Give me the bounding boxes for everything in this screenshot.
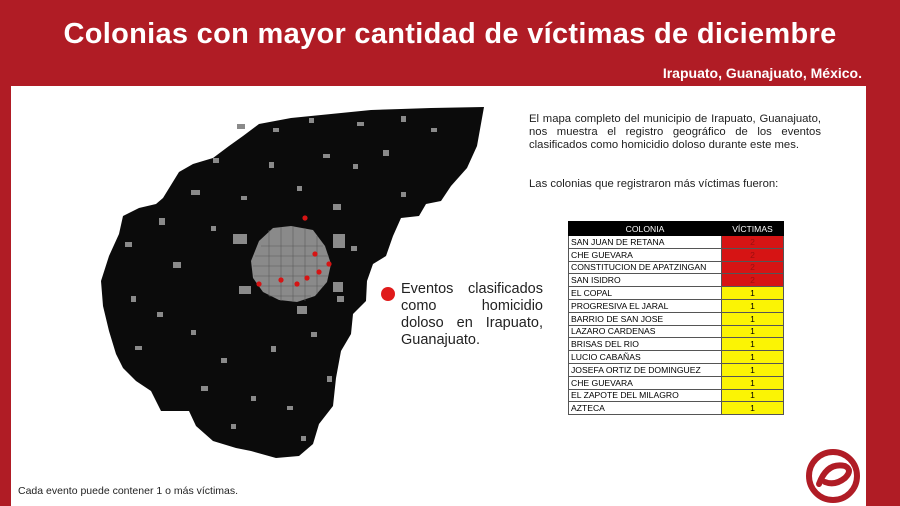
table-row bbox=[569, 274, 784, 287]
victimas-cell: 1 bbox=[722, 402, 784, 415]
table-row bbox=[569, 287, 784, 300]
victimas-cell: 2 bbox=[722, 274, 784, 287]
colonia-cell: AZTECA bbox=[569, 402, 722, 415]
colonia-cell: EL COPAL bbox=[569, 287, 722, 300]
table-row bbox=[569, 299, 784, 312]
victimas-cell: 2 bbox=[722, 248, 784, 261]
table-row bbox=[569, 363, 784, 376]
victimas-cell: 2 bbox=[722, 236, 784, 249]
victimas-cell: 2 bbox=[722, 261, 784, 274]
content-panel bbox=[11, 86, 866, 506]
victimas-cell: 1 bbox=[722, 376, 784, 389]
event-marker bbox=[312, 251, 317, 256]
table-row bbox=[569, 325, 784, 338]
colonia-cell: JOSEFA ORTIZ DE DOMINGUEZ bbox=[569, 363, 722, 376]
table-row bbox=[569, 261, 784, 274]
legend-label: Eventos clasificados como homicidio doloso en Irapuato, Guanajuato. bbox=[401, 281, 543, 348]
table-row bbox=[569, 402, 784, 415]
table-row bbox=[569, 338, 784, 351]
event-marker bbox=[304, 275, 309, 280]
event-marker bbox=[326, 261, 331, 266]
victimas-cell: 1 bbox=[722, 325, 784, 338]
colonia-cell: SAN ISIDRO bbox=[569, 274, 722, 287]
event-marker bbox=[256, 281, 261, 286]
victims-table bbox=[568, 221, 784, 415]
brand-logo-icon bbox=[805, 448, 861, 504]
victimas-cell: 1 bbox=[722, 351, 784, 364]
colonia-cell: LUCIO CABAÑAS bbox=[569, 351, 722, 364]
victimas-cell: 1 bbox=[722, 299, 784, 312]
column-header-victimas: VÍCTIMAS bbox=[722, 222, 784, 236]
table-row bbox=[569, 389, 784, 402]
colonia-cell: SAN JUAN DE RETANA bbox=[569, 236, 722, 249]
table-row bbox=[569, 248, 784, 261]
victimas-cell: 1 bbox=[722, 287, 784, 300]
colonia-cell: BRISAS DEL RIO bbox=[569, 338, 722, 351]
event-dot-icon bbox=[381, 287, 395, 301]
column-header-colonia: COLONIA bbox=[569, 222, 722, 236]
page-title: Colonias con mayor cantidad de víctimas de diciembre bbox=[63, 18, 837, 50]
colonia-cell: EL ZAPOTE DEL MILAGRO bbox=[569, 389, 722, 402]
colonia-cell: PROGRESIVA EL JARAL bbox=[569, 299, 722, 312]
map-description: El mapa completo del municipio de Irapuato, Guanajuato, nos muestra el registro geográfico de los eventos clasificados como homicidio doloso durante este mes. bbox=[529, 113, 821, 151]
table-row bbox=[569, 312, 784, 325]
colonia-cell: LAZARO CARDENAS bbox=[569, 325, 722, 338]
victimas-cell: 1 bbox=[722, 338, 784, 351]
event-marker bbox=[316, 269, 321, 274]
colonia-cell: CHE GUEVARA bbox=[569, 376, 722, 389]
footer-note: Cada evento puede contener 1 o más víctimas. bbox=[18, 485, 239, 497]
table-row bbox=[569, 236, 784, 249]
victimas-cell: 1 bbox=[722, 389, 784, 402]
colonia-cell: CONSTITUCION DE APATZINGAN bbox=[569, 261, 722, 274]
event-marker bbox=[302, 215, 307, 220]
page-subtitle: Irapuato, Guanajuato, México. bbox=[662, 65, 862, 81]
table-intro: Las colonias que registraron más víctimas fueron: bbox=[529, 178, 779, 190]
event-marker bbox=[278, 277, 283, 282]
table-row bbox=[569, 376, 784, 389]
colonia-cell: BARRIO DE SAN JOSE bbox=[569, 312, 722, 325]
event-marker bbox=[294, 281, 299, 286]
table-row bbox=[569, 351, 784, 364]
victimas-cell: 1 bbox=[722, 312, 784, 325]
victimas-cell: 1 bbox=[722, 363, 784, 376]
colonia-cell: CHE GUEVARA bbox=[569, 248, 722, 261]
